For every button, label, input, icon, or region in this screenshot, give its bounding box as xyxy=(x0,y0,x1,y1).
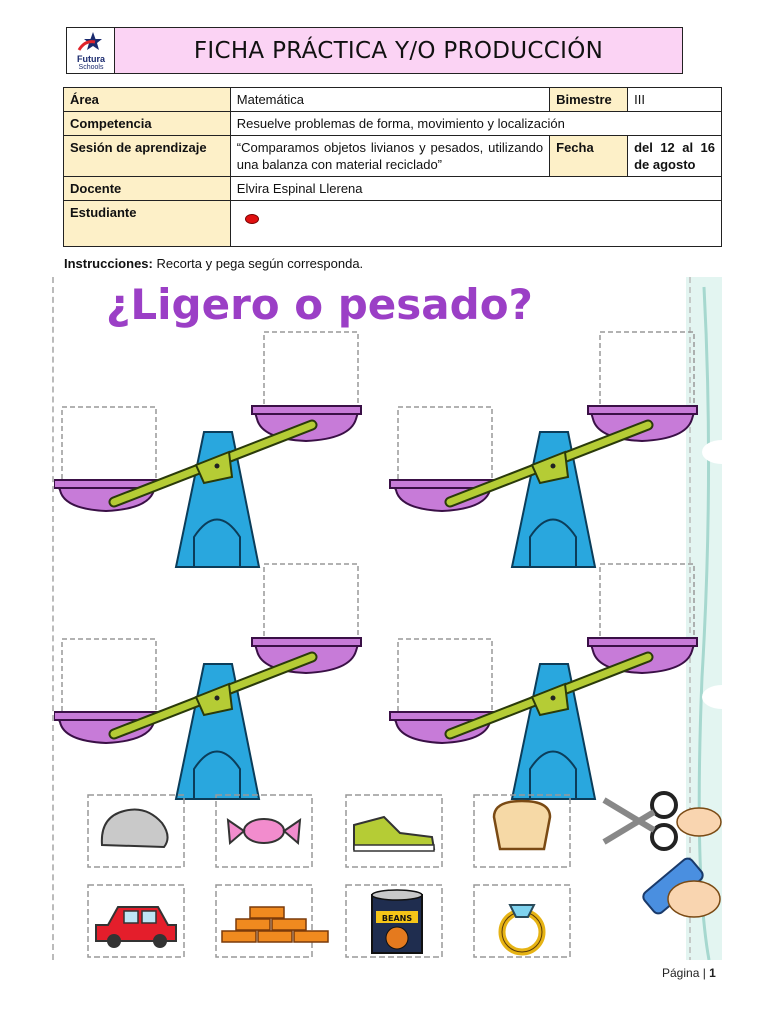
session-info-table xyxy=(63,87,722,247)
sesion-value: “Comparamos objetos livianos y pesados, utilizando una balanza con material reciclado” xyxy=(230,136,549,177)
instructions-text: Recorta y pega según corresponda. xyxy=(152,256,364,271)
logo-subtext: Schools xyxy=(78,64,104,71)
fecha-label: Fecha xyxy=(550,136,628,177)
page-number-value: 1 xyxy=(709,966,716,980)
docente-label: Docente xyxy=(64,177,231,201)
balance-scale-2 xyxy=(390,332,697,567)
balance-scale-4 xyxy=(390,564,697,799)
competencia-label: Competencia xyxy=(64,112,231,136)
balance-scale-1 xyxy=(54,332,361,567)
estudiante-field[interactable] xyxy=(230,201,721,247)
worksheet-illustration xyxy=(54,277,722,960)
fecha-value: del 12 al 16 de agosto xyxy=(628,136,722,177)
star-icon xyxy=(71,30,111,56)
car-icon xyxy=(96,907,176,948)
competencia-value: Resuelve problemas de forma, movimiento y localización xyxy=(230,112,721,136)
table-row xyxy=(64,201,722,247)
instructions xyxy=(64,256,363,271)
instructions-label: Instrucciones: xyxy=(64,256,153,271)
ring-icon xyxy=(502,905,542,952)
docente-value: Elvira Espinal Llerena xyxy=(230,177,721,201)
header-banner xyxy=(66,27,683,74)
bread-icon xyxy=(494,801,550,849)
cursor-dot xyxy=(245,214,259,224)
page-title: FICHA PRÁCTICA Y/O PRODUCCIÓN xyxy=(193,37,604,64)
logo-text: Futura xyxy=(77,54,105,64)
sesion-label: Sesión de aprendizaje xyxy=(64,136,231,177)
estudiante-label: Estudiante xyxy=(64,201,231,247)
bimestre-value: III xyxy=(628,88,722,112)
worksheet-heading: ¿Ligero o pesado? xyxy=(106,280,533,329)
can-label: BEANS xyxy=(381,914,413,923)
page-label: Página | xyxy=(662,966,706,980)
bimestre-label: Bimestre xyxy=(550,88,628,112)
table-row xyxy=(64,136,722,177)
worksheet-image xyxy=(52,277,722,960)
area-value: Matemática xyxy=(230,88,549,112)
bean-can-icon xyxy=(372,890,422,953)
table-row xyxy=(64,112,722,136)
candy-icon xyxy=(228,819,300,843)
shoe-icon xyxy=(354,817,434,851)
table-row xyxy=(64,88,722,112)
area-label: Área xyxy=(64,88,231,112)
table-row xyxy=(64,177,722,201)
rock-icon xyxy=(102,810,168,848)
school-logo xyxy=(67,28,115,73)
page-number xyxy=(662,966,716,980)
balance-scale-3 xyxy=(54,564,361,799)
